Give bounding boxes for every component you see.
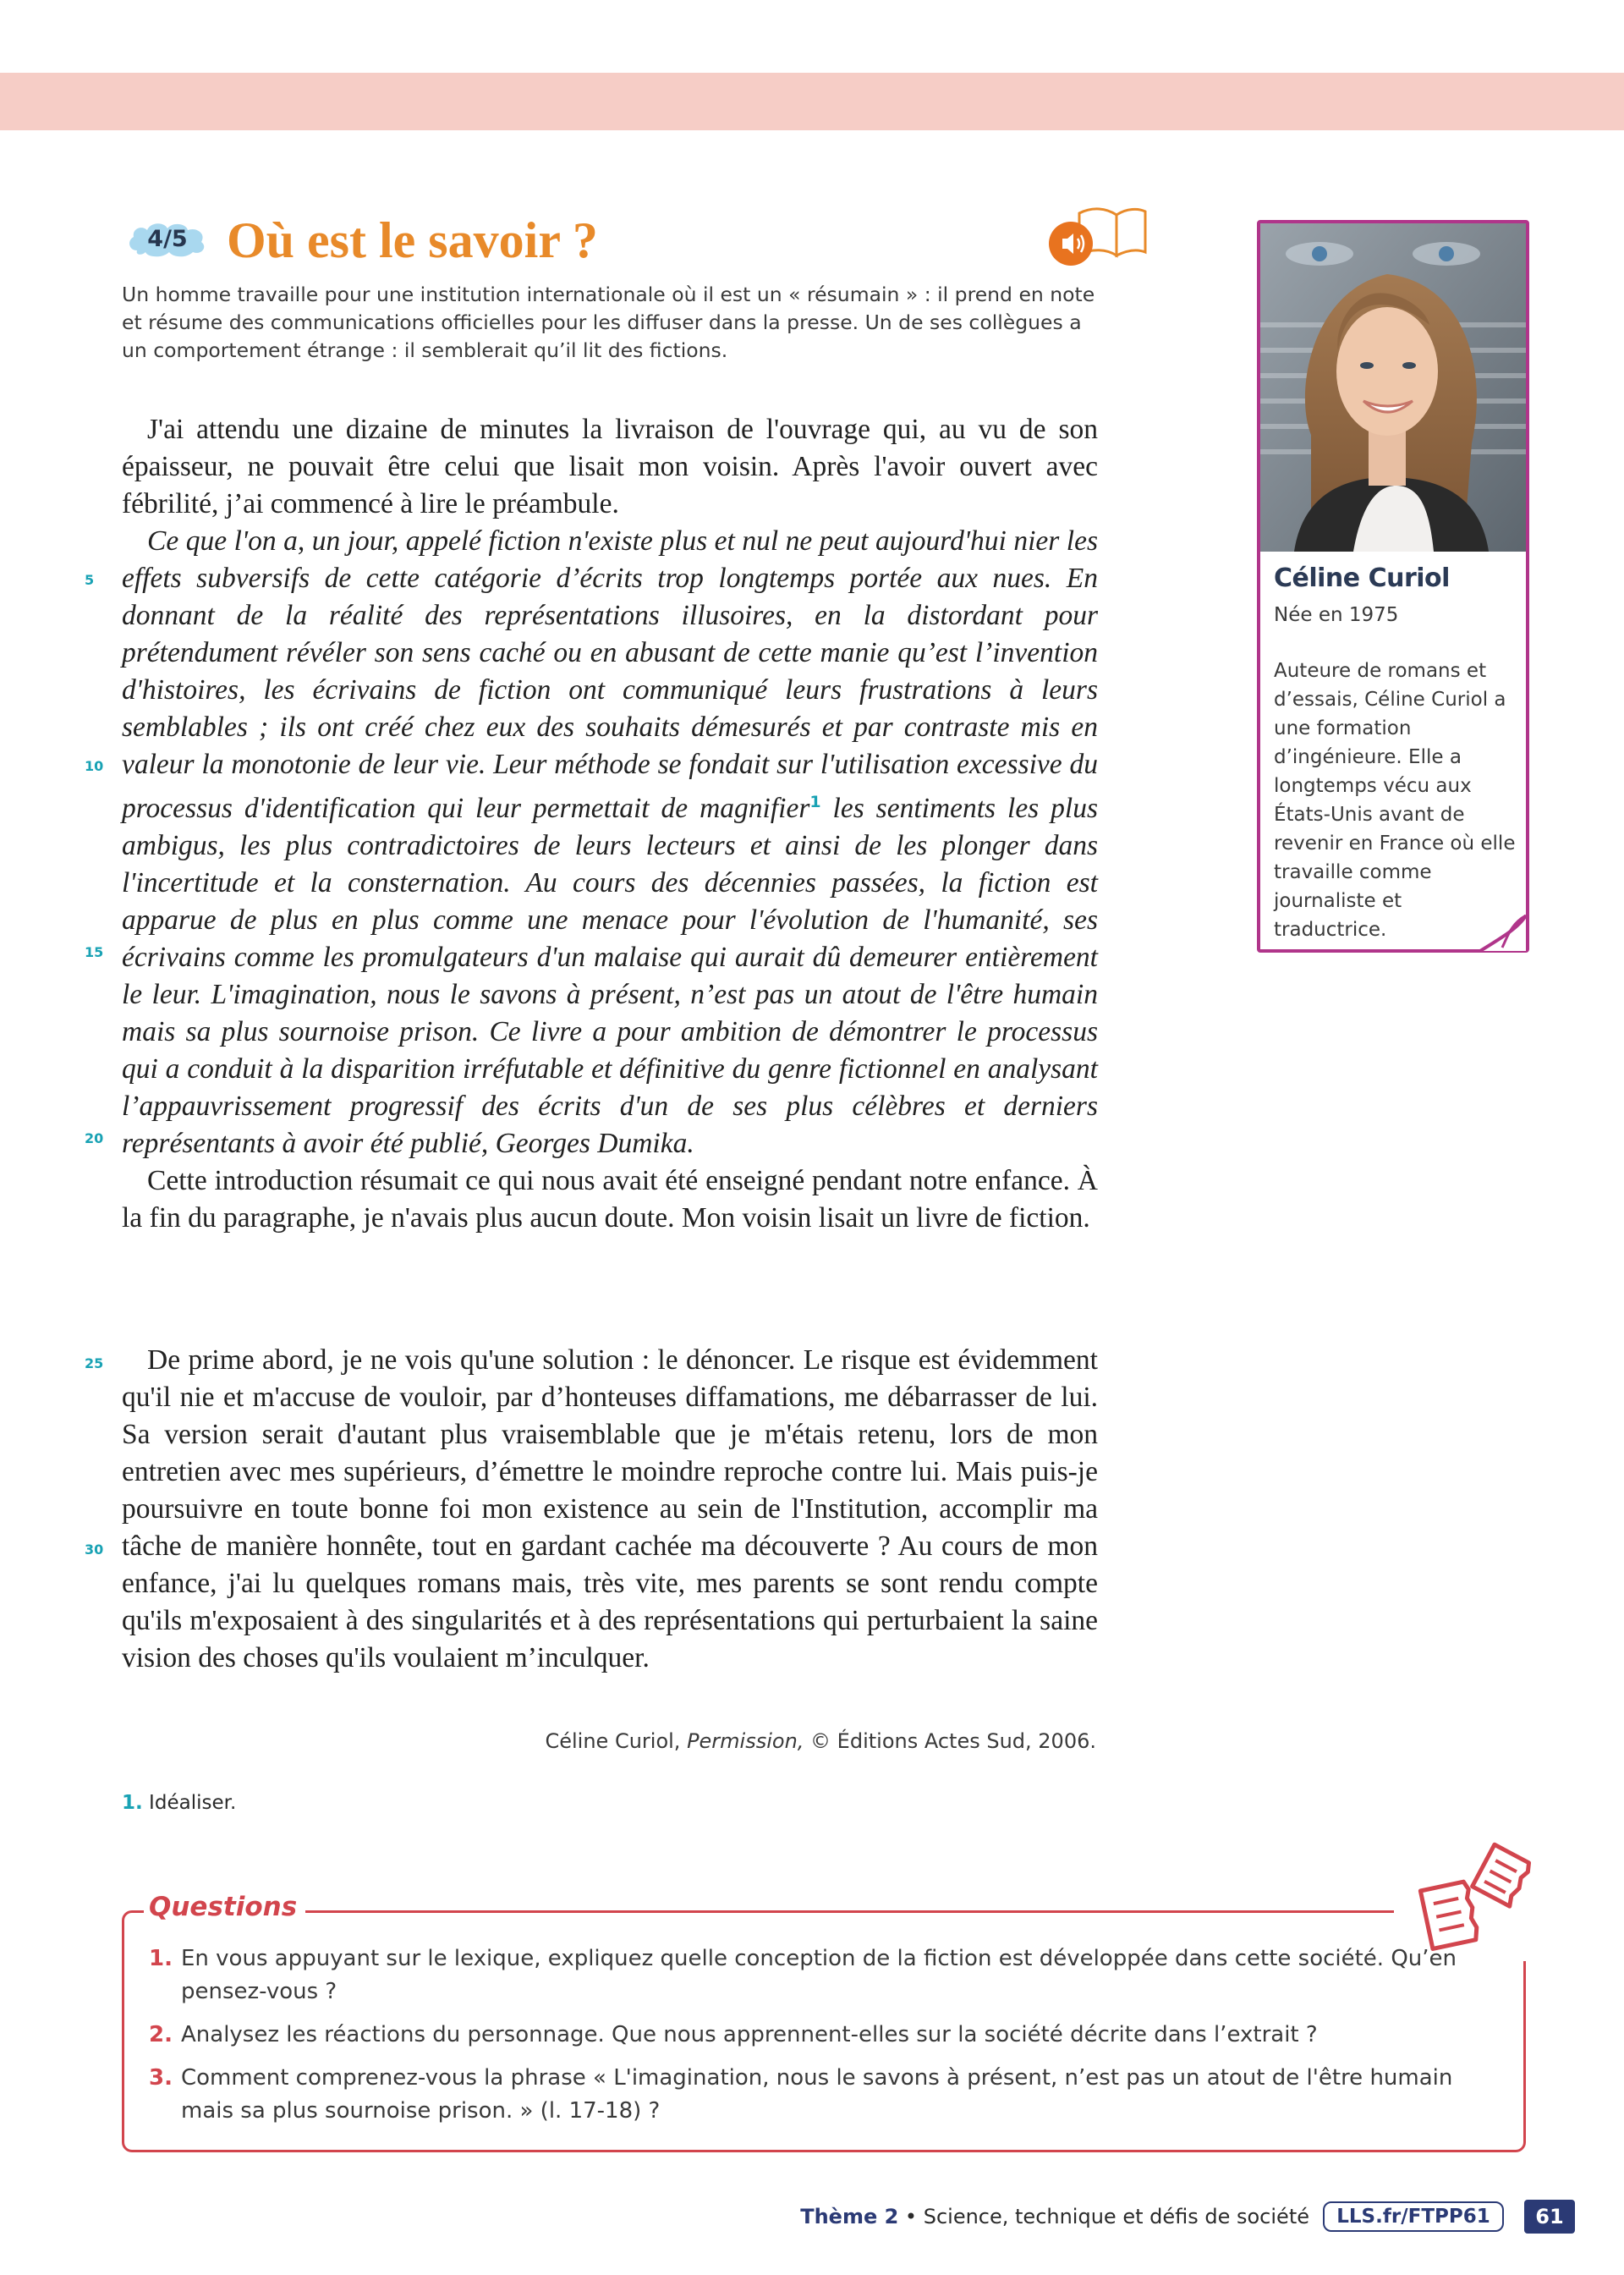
author-name: Céline Curiol	[1274, 563, 1450, 593]
page-curl-icon	[1477, 912, 1529, 954]
preamble-text-b: les sentiments les plus ambigus, les plus contradictoires de leurs lecteurs et ainsi de les plonger dans l'incertitude et la consternation. Au cours des décennies passées, la fiction est apparue de plus en plus comme une menace pour l'évolution de l'humanité, ses écrivains comme les promulgateurs d'un malaise qui aurait dû demeurer entièrement le leur. L'imagination, nous le savons à présent, n’est pas un atout de l'être humain mais sa plus sournoise prison. Ce livre a pour ambition de démontrer le processus qui a conduit à la disparition irréfutable et définitive du genre fictionnel en analysant l’appauvrissement progressif des écrits d'un de ses plus célèbres et derniers représentants à avoir été publié, Georges Dumika.	[122, 793, 1098, 1159]
questions-heading: Questions	[144, 1890, 305, 1924]
resource-link[interactable]: LLS.fr/FTPP61	[1323, 2201, 1504, 2232]
question-number: 2.	[149, 2022, 173, 2047]
theme-label: Thème 2	[800, 2205, 899, 2228]
excerpt-part-1	[122, 411, 1098, 1237]
question-text: Analysez les réactions du personnage. Que nous apprennent-elles sur la société décrite dans l’extrait ?	[181, 2022, 1318, 2047]
source-author: Céline Curiol,	[545, 1729, 688, 1753]
author-birth: Née en 1975	[1274, 604, 1399, 626]
question-text: En vous appuyant sur le lexique, expliquez quelle conception de la fiction est développée dans cette société. Qu’en pensez-vous ?	[181, 1946, 1457, 2004]
question-item	[144, 2019, 1506, 2052]
line-number: 15	[85, 944, 104, 960]
footnote-number: 1.	[122, 1792, 143, 1814]
excerpt-part-2	[122, 1342, 1098, 1677]
question-number: 3.	[149, 2065, 173, 2091]
footnote	[122, 1792, 236, 1814]
author-photo	[1260, 223, 1526, 552]
source-citation	[545, 1729, 1096, 1753]
footnote-ref: 1	[809, 793, 821, 811]
question-number: 1.	[149, 1946, 173, 1971]
question-text: Comment comprenez-vous la phrase « L'imagination, nous le savons à présent, n’est pas un atout de l'être humain mais sa plus sournoise prison. » (l. 17-18) ?	[181, 2065, 1453, 2124]
paragraph: J'ai attendu une dizaine de minutes la livraison de l'ouvrage qui, au vu de son épaisseur, ne pouvait être celui que lisait mon voisin. Après l'avoir ouvert avec fébrilité, j’ai commencé à lire le préambule.	[122, 414, 1098, 519]
footer-theme	[800, 2200, 1309, 2234]
line-number: 20	[85, 1130, 104, 1146]
audio-book-icon[interactable]	[1045, 201, 1147, 269]
line-number: 10	[85, 758, 104, 774]
top-color-band	[0, 73, 1624, 130]
badge-label: 4/5	[147, 226, 188, 252]
page-footer	[0, 2200, 1624, 2234]
author-bio: Auteure de romans et d’essais, Céline Curiol a une formation d’ingénieure. Elle a longtemps vécu aux États-Unis avant de revenir en France où elle travaille comme journaliste et traductrice.	[1274, 660, 1516, 941]
italic-preamble	[122, 523, 1098, 1162]
author-card	[1257, 220, 1529, 953]
intro-summary: Un homme travaille pour une institution internationale où il est un « résumain » : il prend en note et résume des communications officielles pour les diffuser dans la presse. Un de ses collègues a un comportement étrange : il semblerait qu’il lit des fictions.	[122, 283, 1095, 362]
text-title: Où est le savoir ?	[227, 212, 598, 268]
preamble-text-a: Ce que l'on a, un jour, appelé fiction n'existe plus et nul ne peut aujourd'hui nier les effets subversifs de cette catégorie d’écrits trop longtemps portée aux nues. En donnant de la réalité des représentations illusoires, en la distordant pour prétendument révéler son sens caché ou en abusant de cette manie qu’est l’invention d'histoires, les écrivains de fiction ont communiqué leurs frustrations à leurs semblables ; ils ont créé chez eux des souhaits démesurés et par contraste mis en valeur la monotonie de leur vie. Leur méthode se fondait sur l'utilisation excessive du processus d'identification qui leur permettait de magnifier	[122, 525, 1098, 824]
theme-text: Science, technique et défis de société	[923, 2205, 1309, 2228]
question-item	[144, 1943, 1506, 2008]
paragraph: Cette introduction résumait ce qui nous avait été enseigné pendant notre enfance. À la fin du paragraphe, je n'avais plus aucun doute. Mon voisin lisait un livre de fiction.	[122, 1165, 1098, 1234]
line-number: 30	[85, 1541, 104, 1558]
text-number-badge	[125, 218, 210, 261]
question-item	[144, 2062, 1506, 2128]
line-number: 25	[85, 1355, 104, 1371]
source-publisher: © Éditions Actes Sud, 2006.	[804, 1729, 1096, 1753]
page-number: 61	[1524, 2200, 1575, 2234]
footnote-text: Idéaliser.	[142, 1792, 237, 1814]
source-work: Permission,	[687, 1729, 804, 1753]
questions-list	[144, 1943, 1506, 2138]
line-number: 5	[85, 572, 95, 588]
paragraph: De prime abord, je ne vois qu'une solution : le dénoncer. Le risque est évidemment qu'il nie et m'accuse de vouloir, par d’honteuses diffamations, me débarrasser de lui. Sa version serait d'autant plus vraisemblable que je m'étais retenu, lors de mon entretien avec mes supérieurs, d’émettre le moindre reproche contre lui. Mais puis-je poursuivre en toute bonne foi mon existence au sein de l'Institution, accomplir ma tâche de manière honnête, tout en gardant cachée ma découverte ? Au cours de mon enfance, j'ai lu quelques romans mais, très vite, mes parents se sont rendu compte qu'ils m'exposaient à des singularités et à des représentations qui perturbaient la saine vision des choses qu'ils voulaient m’inculquer.	[122, 1344, 1098, 1673]
theme-separator: •	[898, 2205, 924, 2228]
